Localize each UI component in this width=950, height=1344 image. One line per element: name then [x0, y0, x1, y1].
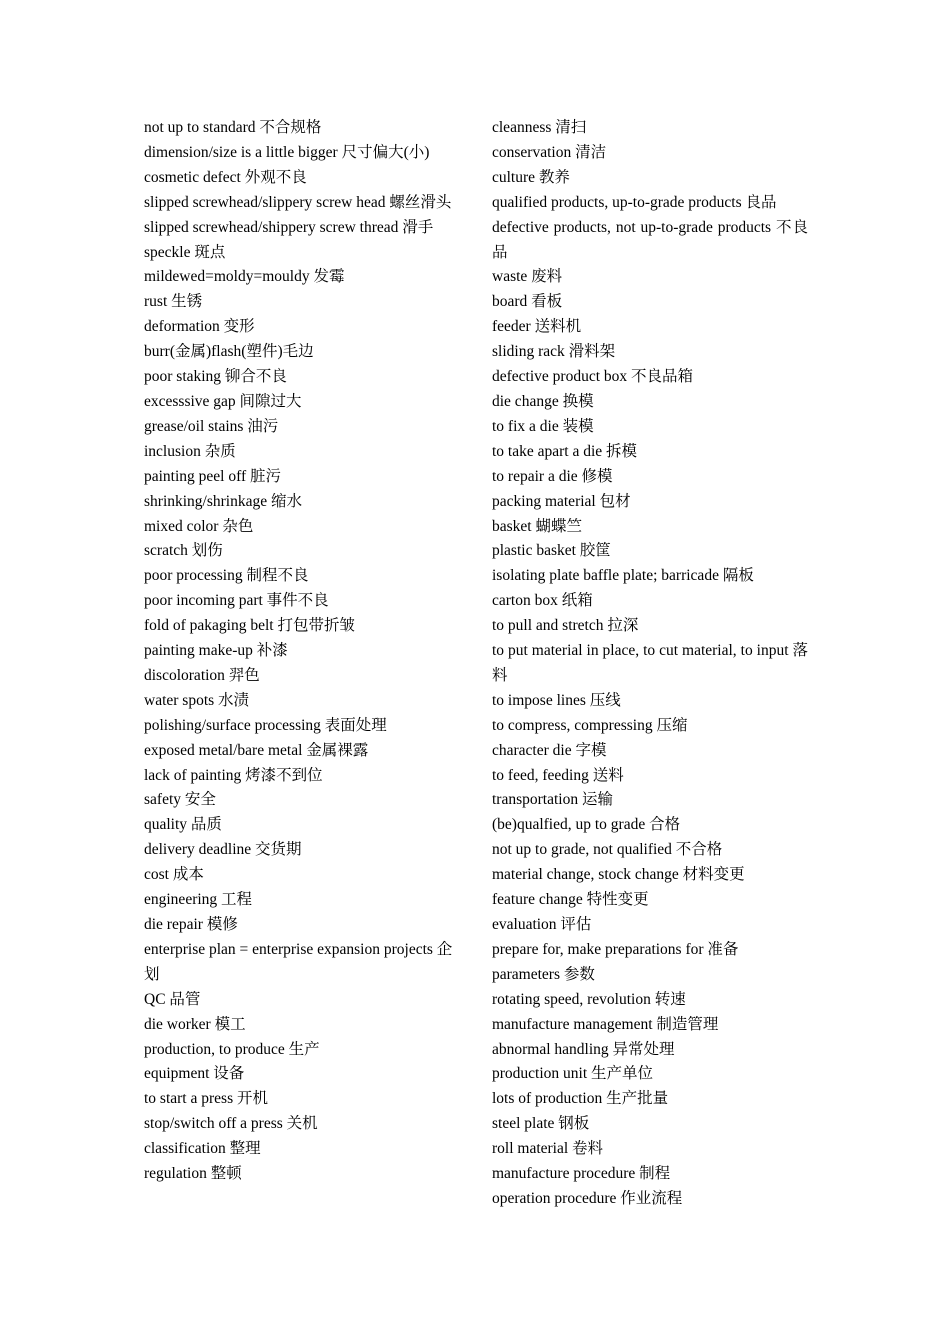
glossary-entry: cosmetic defect 外观不良: [144, 168, 307, 186]
glossary-entry: production unit 生产单位: [492, 1065, 654, 1083]
glossary-entry: rust 生锈: [144, 293, 203, 311]
glossary-entry: operation procedure 作业流程: [492, 1189, 683, 1207]
glossary-entry: to repair a die 修模: [492, 467, 613, 485]
glossary-entry: to feed, feeding 送料: [492, 766, 624, 784]
glossary-entry: to pull and stretch 拉深: [492, 617, 639, 635]
glossary-entry: polishing/surface processing 表面处理: [144, 716, 387, 734]
glossary-entry: scratch 划伤: [144, 542, 223, 560]
glossary-entry: production, to produce 生产: [144, 1040, 320, 1058]
glossary-entry: not up to grade, not qualified 不合格: [492, 841, 723, 859]
glossary-entry: packing material 包材: [492, 492, 631, 510]
glossary-entry: QC 品管: [144, 990, 201, 1008]
glossary-entry: poor incoming part 事件不良: [144, 592, 329, 610]
glossary-entry: rotating speed, revolution 转速: [492, 990, 686, 1008]
glossary-entry: feeder 送料机: [492, 318, 582, 336]
glossary-entry: speckle 斑点: [144, 243, 226, 261]
glossary-entry: not up to standard 不合规格: [144, 119, 322, 136]
glossary-entry: cleanness 清扫: [492, 119, 587, 136]
glossary-entry: plastic basket 胶筐: [492, 542, 611, 560]
glossary-entry: dimension/size is a little bigger 尺寸偏大(小): [144, 143, 430, 161]
glossary-entry: water spots 水渍: [144, 691, 250, 709]
glossary-entry: lots of production 生产批量: [492, 1090, 669, 1108]
glossary-entry: grease/oil stains 油污: [144, 417, 279, 435]
glossary-entry: evaluation 评估: [492, 916, 592, 933]
glossary-entry: equipment 设备: [144, 1065, 245, 1083]
glossary-entry: material change, stock change 材料变更: [492, 866, 745, 884]
glossary-entry: die repair 模修: [144, 916, 238, 933]
glossary-entry: inclusion 杂质: [144, 442, 236, 460]
glossary-entry: cost 成本: [144, 866, 204, 884]
glossary-entry: culture 教养: [492, 168, 570, 186]
glossary-entry: poor processing 制程不良: [144, 567, 309, 585]
glossary-entry: safety 安全: [144, 791, 216, 809]
glossary-entry: slipped screwhead/slippery screw head 螺丝滑头: [144, 193, 452, 211]
glossary-entry: mixed color 杂色: [144, 517, 254, 535]
glossary-entry: stop/switch off a press 关机: [144, 1115, 318, 1133]
glossary-entry: basket 蝴蝶竺: [492, 517, 582, 535]
glossary-entry: excesssive gap 间隙过大: [144, 392, 302, 410]
glossary-entry: carton box 纸箱: [492, 592, 593, 610]
glossary-entry: deformation 变形: [144, 318, 255, 336]
glossary-entry: defective product box 不良品箱: [492, 368, 694, 386]
glossary-entry: (be)qualfied, up to grade 合格: [492, 816, 681, 834]
glossary-entry: to fix a die 装模: [492, 417, 594, 435]
glossary-entry: poor staking 铆合不良: [144, 368, 287, 386]
glossary-entry: parameters 参数: [492, 965, 595, 983]
glossary-entry: qualified products, up-to-grade products 良品: [492, 193, 777, 211]
glossary-entry: manufacture procedure 制程: [492, 1165, 671, 1183]
glossary-entry: die worker 模工: [144, 1015, 246, 1033]
glossary-entry: board 看板: [492, 293, 563, 311]
glossary-entry: character die 字模: [492, 741, 607, 759]
glossary-entry: classification 整理: [144, 1140, 261, 1158]
glossary-entry: enterprise plan = enterprise expansion projects 企划: [144, 940, 453, 983]
glossary-entry: to compress, compressing 压缩: [492, 716, 688, 734]
glossary-entry: exposed metal/bare metal 金属裸露: [144, 741, 369, 759]
glossary-entry: to start a press 开机: [144, 1090, 268, 1108]
glossary-left-column: [144, 116, 460, 1187]
glossary-entry: burr(金属)flash(塑件)毛边: [144, 343, 314, 361]
glossary-right-column: [492, 116, 808, 1212]
glossary-entry: lack of painting 烤漆不到位: [144, 766, 323, 784]
glossary-entry: conservation 清洁: [492, 143, 607, 161]
glossary-entry: waste 废料: [492, 268, 563, 286]
glossary-entry: engineering 工程: [144, 891, 253, 909]
glossary-entry: painting peel off 脏污: [144, 467, 282, 485]
glossary-entry: mildewed=moldy=mouldy 发霉: [144, 268, 345, 286]
glossary-entry: to take apart a die 拆模: [492, 442, 638, 460]
glossary-entry: transportation 运输: [492, 791, 613, 809]
glossary-entry: prepare for, make preparations for 准备: [492, 940, 739, 958]
glossary-entry: roll material 卷料: [492, 1140, 604, 1158]
glossary-entry: isolating plate baffle plate; barricade 隔板: [492, 567, 754, 585]
glossary-entry: shrinking/shrinkage 缩水: [144, 492, 302, 510]
glossary-entry: feature change 特性变更: [492, 891, 649, 909]
glossary-entry: abnormal handling 异常处理: [492, 1040, 675, 1058]
glossary-entry: slipped screwhead/shippery screw thread 滑手: [144, 218, 434, 236]
glossary-entry: defective products, not up-to-grade products 不良品: [492, 218, 808, 261]
glossary-entry: to impose lines 压线: [492, 691, 621, 709]
glossary-entry: painting make-up 补漆: [144, 642, 288, 660]
glossary-entry: delivery deadline 交货期: [144, 841, 302, 859]
glossary-entry: steel plate 钢板: [492, 1115, 590, 1133]
glossary-entry: fold of pakaging belt 打包带折皱: [144, 617, 355, 635]
glossary-entry: discoloration 羿色: [144, 666, 260, 684]
glossary-entry: regulation 整顿: [144, 1165, 242, 1183]
glossary-entry: manufacture management 制造管理: [492, 1015, 719, 1033]
glossary-entry: sliding rack 滑料架: [492, 343, 616, 361]
glossary-entry: die change 换模: [492, 392, 594, 410]
glossary-entry: quality 品质: [144, 816, 222, 834]
glossary-entry: to put material in place, to cut material, to input 落料: [492, 642, 808, 684]
